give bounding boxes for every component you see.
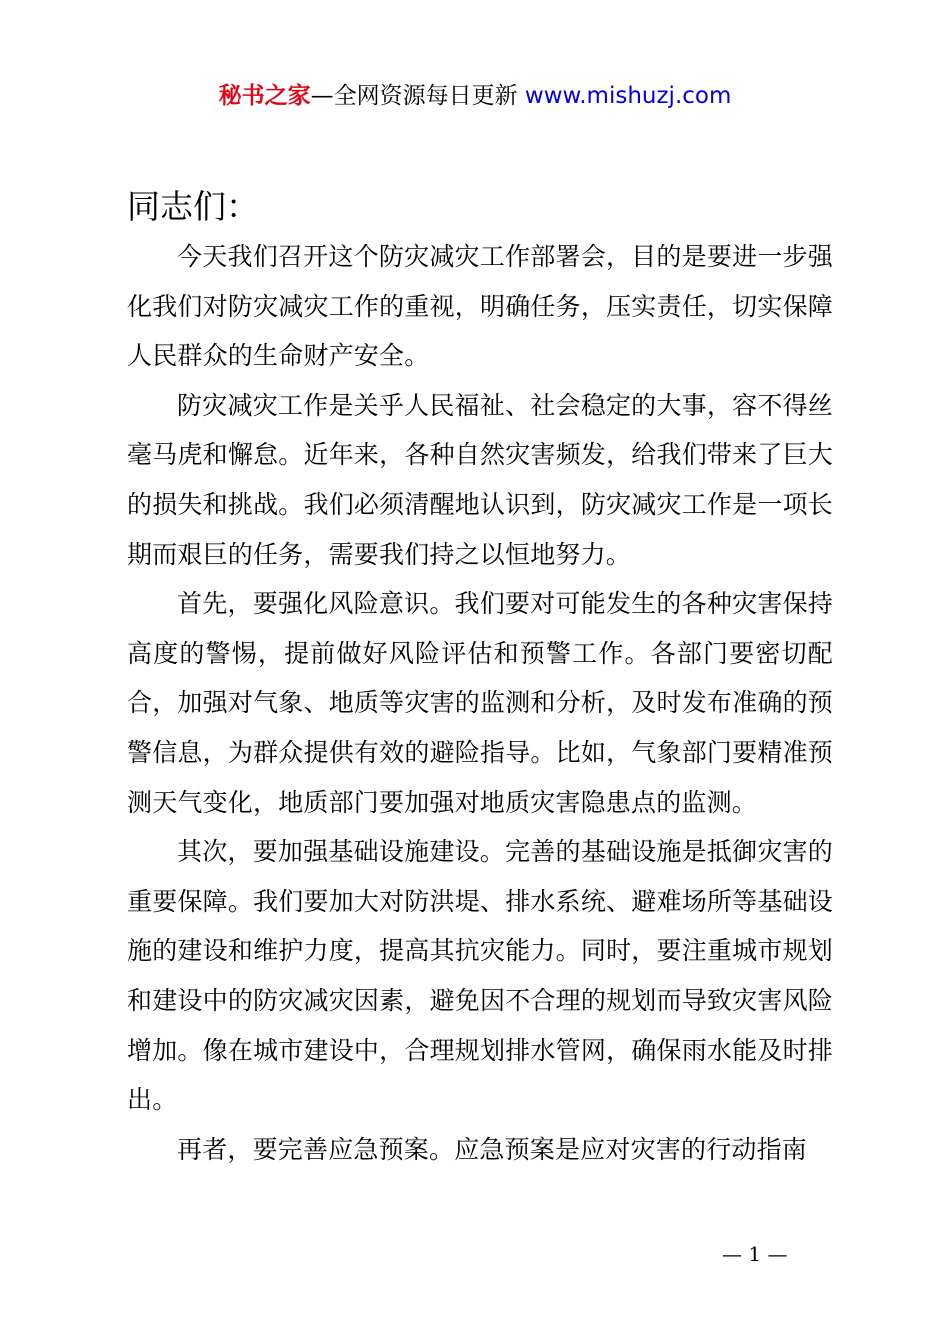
page-number: — 1 — <box>722 1242 788 1266</box>
paragraph-2: 防灾减灾工作是关乎人民福祉、社会稳定的大事，容不得丝毫马虎和懈怠。近年来，各种自然灾害频发，给我们带来了巨大的损失和挑战。我们必须清醒地认识到，防灾减灾工作是一项长期而艰巨的任务，需要我们持之以恒地努力。 <box>127 390 833 569</box>
document-body <box>127 182 833 1174</box>
paragraph-4: 其次，要加强基础设施建设。完善的基础设施是抵御灾害的重要保障。我们要加大对防洪堤、排水系统、避难场所等基础设施的建设和维护力度，提高其抗灾能力。同时，要注重城市规划和建设中的防灾减灾因素，避免因不合理的规划而导致灾害风险增加。像在城市建设中，合理规划排水管网，确保雨水能及时排出。 <box>127 837 833 1115</box>
site-url-link[interactable]: www.mishuzj.com <box>524 83 732 109</box>
paragraph-5: 再者，要完善应急预案。应急预案是应对灾害的行动指南 <box>177 1134 808 1164</box>
site-header <box>0 80 950 112</box>
brand-name: 秘书之家 <box>218 83 311 109</box>
paragraph-3: 首先，要强化风险意识。我们要对可能发生的各种灾害保持高度的警惕，提前做好风险评估和预警工作。各部门要密切配合，加强对气象、地质等灾害的监测和分析，及时发布准确的预警信息，为群众提供有效的避险指导。比如，气象部门要精准预测天气变化，地质部门要加强对地质灾害隐患点的监测。 <box>127 589 833 817</box>
salutation: 同志们： <box>127 187 259 226</box>
header-tagline: —全网资源每日更新 <box>310 83 518 109</box>
paragraph-1: 今天我们召开这个防灾减灾工作部署会，目的是要进一步强化我们对防灾减灾工作的重视，明确任务，压实责任，切实保障人民群众的生命财产安全。 <box>127 242 833 371</box>
